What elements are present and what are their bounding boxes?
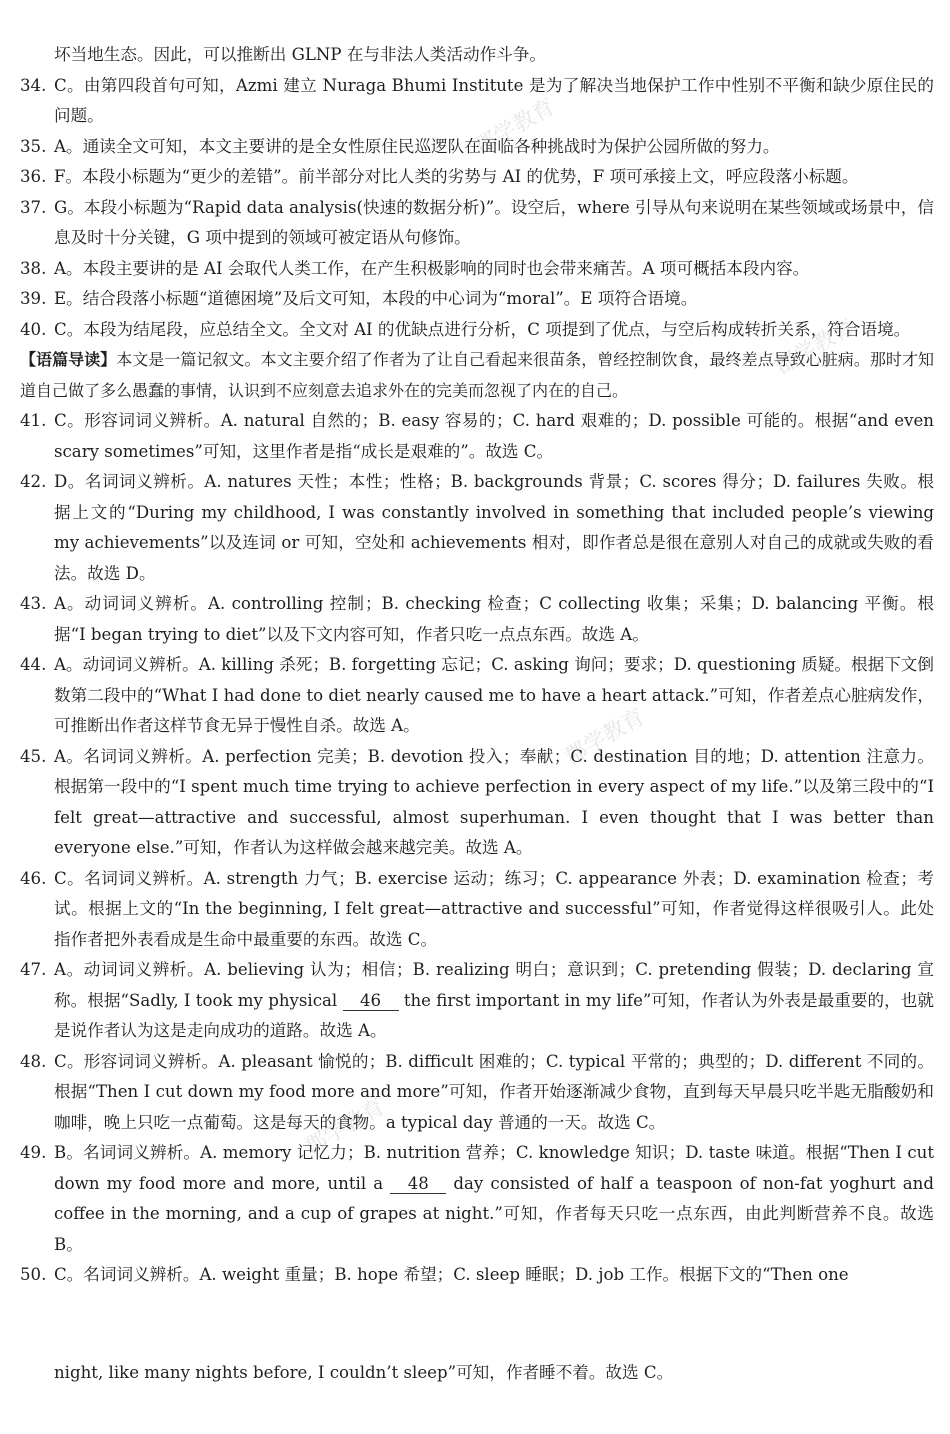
answer-item: 48. C。形容词词义辨析。A. pleasant 愉悦的；B. difficult 困难的；C. typical 平常的；典型的；D. different 不同的。根据“Then I cut down my food more and more”可知，作者开始逐渐减少食物，直到每天早晨只吃半匙无脂酸奶和咖啡，晚上只吃一点葡萄。这是每天的食物。a typical day 普通的一天。故选 C。 — [20, 1051, 934, 1132]
answer-item: 40. C。本段为结尾段，应总结全文。全文对 AI 的优缺点进行分析，C 项提到了优点，与空后构成转折关系，符合语境。 — [20, 319, 911, 339]
watermark: 郡学教育 — [770, 314, 860, 381]
answer-list-b — [20, 406, 934, 1291]
answer-item: 47. A。动词词义辨析。A. believing 认为；相信；B. realizing 明白；意识到；C. pretending 假装；D. declaring 宣称。根据“Sadly, I took my physical 46 the first important in my life”可知，作者认为外表是最重要的，也就是说作者认为这是走向成功的道路。故选 A。 — [20, 960, 934, 1040]
document-page — [20, 40, 934, 1291]
guide-text: 本文是一篇记叙文。本文主要介绍了作者为了让自己看起来很苗条，曾经控制饮食，最终差点导致心脏病。那时才知道自己做了多么愚蠢的事情，认识到不应刻意去追求外在的完美而忽视了内在的自己。 — [20, 350, 934, 400]
blank-number: 46 — [343, 992, 399, 1011]
guide-label: 【语篇导读】 — [20, 350, 117, 369]
watermark: 郡学教育 — [470, 94, 560, 161]
answer-item: 41. C。形容词词义辨析。A. natural 自然的；B. easy 容易的；C. hard 艰难的；D. possible 可能的。根据“and even scary sometimes”可知，这里作者是指“成长是艰难的”。故选 C。 — [20, 411, 934, 461]
continued-text: 坏当地生态。因此，可以推断出 GLNP 在与非法人类活动作斗争。 — [54, 45, 546, 64]
answer-item: 39. E。结合段落小标题“道德困境”及后文可知，本段的中心词为“moral”。E 项符合语境。 — [20, 289, 698, 308]
watermark: 郡学教育 — [560, 704, 650, 771]
blank-number: 48 — [390, 1175, 446, 1194]
answer-item: 49. B。名词词义辨析。A. memory 记忆力；B. nutrition 营养；C. knowledge 知识；D. taste 味道。根据“Then I cut down my food more and more, until a 48 day consisted of half a teaspoon of non-fat yoghurt and coffee in the morning, and a cup of grapes at night.”可知，作者每天只吃一点东西，由此判断营养不良。故选 B。 — [20, 1143, 934, 1254]
answer-item: 34. C。由第四段首句可知，Azmi 建立 Nuraga Bhumi Institute 是为了解决当地保护工作中性别不平衡和缺少原住民的问题。 — [20, 75, 934, 125]
answer-item: 37. G。本段小标题为“Rapid data analysis(快速的数据分析)”。设空后，where 引导从句来说明在某些领域或场景中，信息及时十分关键，G 项中提到的领域可被定语从句修饰。 — [20, 197, 934, 247]
watermark: 郡学教育 — [300, 1094, 390, 1161]
passage-guide — [20, 345, 934, 406]
answer-item: 45. A。名词词义辨析。A. perfection 完美；B. devotion 投入；奉献；C. destination 目的地；D. attention 注意力。根据第一段中的“I spent much time trying to achieve perfection in every aspect of my life.”以及第三段中的“I felt great—attractive and successful, almost superhuman. I even thought that I was better than everyone else.”可知，作者认为这样做会越来越完美。故选 A。 — [20, 746, 934, 857]
answer-item: 50. C。名词词义辨析。A. weight 重量；B. hope 希望；C. sleep 睡眠；D. job 工作。根据下文的“Then one — [20, 1265, 849, 1284]
answer-item: 36. F。本段小标题为“更少的差错”。前半部分对比人类的劣势与 AI 的优势，F 项可承接上文，呼应段落小标题。 — [20, 167, 859, 186]
answer-item: 44. A。动词词义辨析。A. killing 杀死；B. forgetting 忘记；C. asking 询问；要求；D. questioning 质疑。根据下文倒数第二段中的“What I had done to diet nearly caused me to have a heart attack.”可知，作者差点心脏病发作，可推断出作者这样节食无异于慢性自杀。故选 A。 — [20, 655, 934, 735]
cut-off-line: night, like many nights before, I couldn’t sleep”可知，作者睡不着。故选 C。 — [54, 1363, 674, 1382]
answer-item: 38. A。本段主要讲的是 AI 会取代人类工作，在产生积极影响的同时也会带来痛苦。A 项可概括本段内容。 — [20, 258, 810, 278]
answer-item: 46. C。名词词义辨析。A. strength 力气；B. exercise 运动；练习；C. appearance 外表；D. examination 检查；考试。根据上文的“In the beginning, I felt great—attractive and successful”可知，作者觉得这样很吸引人。此处指作者把外表看成是生命中最重要的东西。故选 C。 — [20, 868, 934, 949]
answer-item: 42. D。名词词义辨析。A. natures 天性；本性；性格；B. backgrounds 背景；C. scores 得分；D. failures 失败。根据上文的“During my childhood, I was constantly involved in something that included people’s viewing my achievements”以及连词 or 可知，空处和 achievements 相对，即作者总是很在意别人对自己的成就或失败的看法。故选 D。 — [20, 472, 934, 583]
answer-item: 35. A。通读全文可知，本文主要讲的是全女性原住民巡逻队在面临各种挑战时为保护公园所做的努力。 — [20, 136, 780, 156]
answer-list-a — [20, 71, 934, 346]
answer-item: 43. A。动词词义辨析。A. controlling 控制；B. checking 检查；C collecting 收集；采集；D. balancing 平衡。根据“I began trying to diet”以及下文内容可知，作者只吃一点点东西。故选 A。 — [20, 594, 934, 644]
